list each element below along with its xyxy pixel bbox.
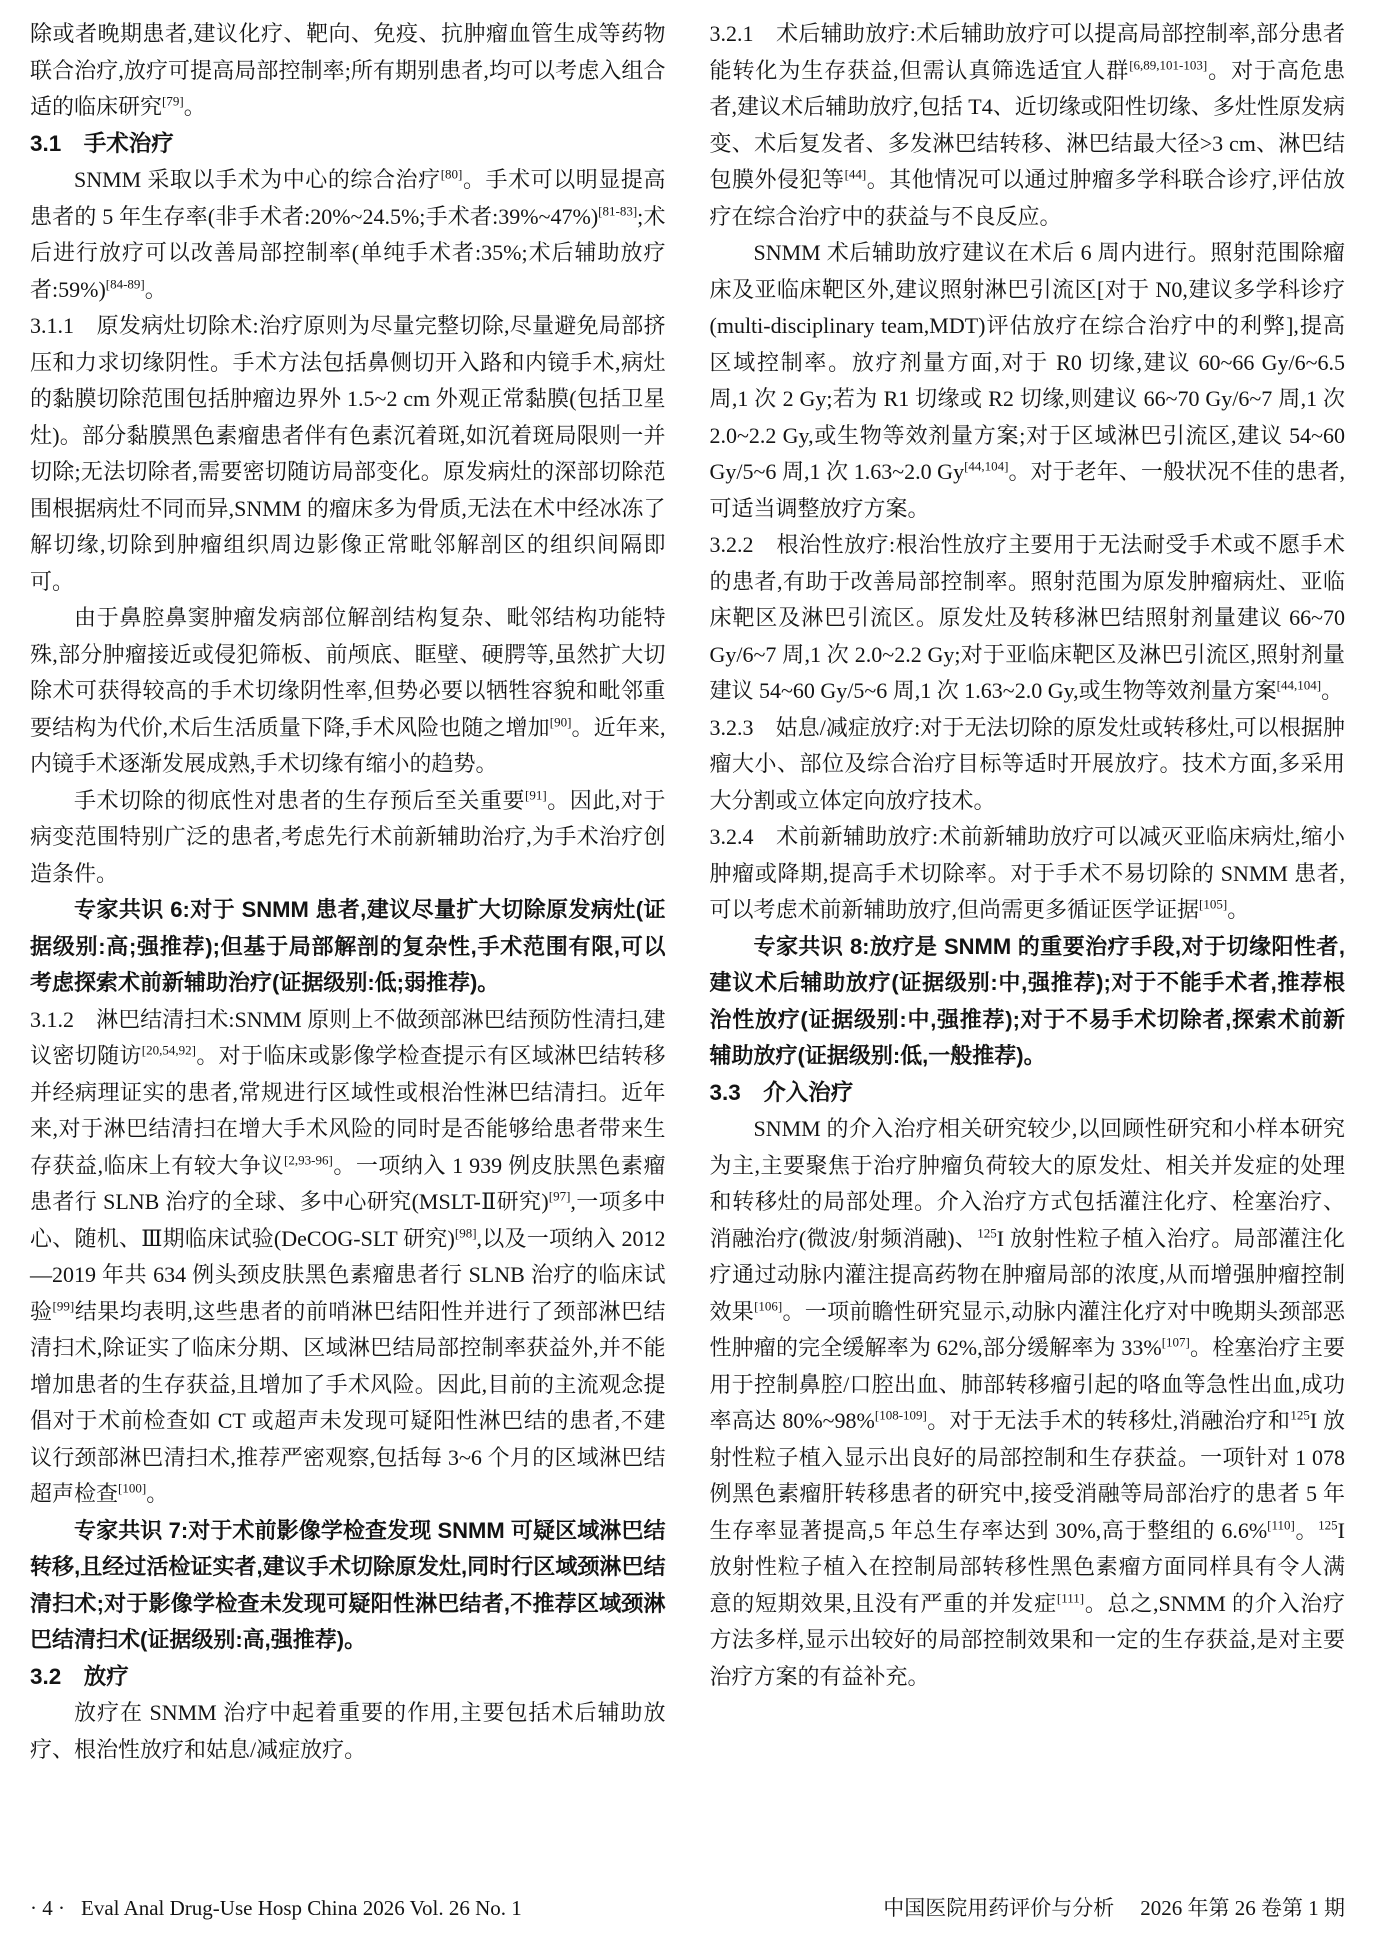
section-heading: 3.2 放疗 [30,1663,129,1689]
body-paragraph: 3.1.1 原发病灶切除术:治疗原则为尽量完整切除,尽量避免局部挤压和力求切缘阴性。手术方法包括鼻侧切开入路和内镜手术,病灶的黏膜切除范围包括肿瘤边界外 1.5~2 cm 外观正常黏膜(包括卫星灶)。部分黏膜黑色素瘤患者伴有色素沉着斑,如沉着斑局限则一并切除;无法切除者,需要密切随访局部变化。原发病灶的深部切除范围根据病灶不同而异,SNMM 的瘤床多为骨质,无法在术中经冰冻了解切缘,切除到肿瘤组织周边影像正常毗邻解剖区的组织间隔即可。 [30,313,666,594]
reference-superscript: [44] [844,166,867,182]
expert-consensus-paragraph: 专家共识 8:放疗是 SNMM 的重要治疗手段,对于切缘阳性者,建议术后辅助放疗(证据级别:中,强推荐);对于不能手术者,推荐根治性放疗(证据级别:中,强推荐);对于不易手术切除者,探索术前新辅助放疗(证据级别:低,一般推荐)。 [709,933,1345,1068]
reference-superscript: [20,54,92] [141,1042,196,1058]
reference-superscript: [84-89] [105,276,145,292]
reference-superscript: [108-109] [874,1407,927,1423]
footer-right [883,1892,1345,1922]
reference-superscript: [79] [162,93,184,109]
body-paragraph: 放疗在 SNMM 治疗中起着重要的作用,主要包括术后辅助放疗、根治性放疗和姑息/减症放疗。 [30,1700,666,1762]
footer-left [30,1896,522,1921]
section-heading: 3.3 介入治疗 [709,1079,854,1105]
two-column-text-area [30,16,1345,1768]
reference-superscript: [2,93-96] [284,1152,333,1168]
reference-superscript: [110] [1267,1517,1295,1533]
reference-superscript: [111] [1056,1590,1085,1606]
body-paragraph: SNMM 术后辅助放疗建议在术后 6 周内进行。照射范围除瘤床及亚临床靶区外,建议照射淋巴引流区[对于 N0,建议多学科诊疗(multi-disciplinary team,MDT)评估放疗在综合治疗中的利弊],提高区域控制率。放疗剂量方面,对于 R0 切缘,建议 60~66 Gy/6~6.5 周,1 次 2 Gy;若为 R1 切缘或 R2 切缘,则建议 66~70 Gy/6~7 周,1 次 2.0~2.2 Gy,或生物等效剂量方案;对于区域淋巴引流区,建议 54~60 Gy/5~6 周,1 次 1.63~2.0 Gy[44,104]。对于老年、一般状况不佳的患者,可适当调整放疗方案。 [709,240,1345,521]
body-paragraph: 3.2.1 术后辅助放疗:术后辅助放疗可以提高局部控制率,部分患者能转化为生存获益,但需认真筛选适宜人群[6,89,101-103]。对于高危患者,建议术后辅助放疗,包括 T4、近切缘或阳性切缘、多灶性原发病变、术后复发者、多发淋巴结转移、淋巴结最大径>3 cm、淋巴结包膜外侵犯等[44]。其他情况可以通过肿瘤多学科联合诊疗,评估放疗在综合治疗中的获益与不良反应。 [709,21,1345,229]
journal-name-cn: 中国医院用药评价与分析 [883,1896,1115,1920]
reference-superscript: [99] [52,1298,75,1314]
page-number: · 4 · [30,1896,65,1920]
journal-name-en: Eval Anal Drug-Use Hosp China 2026 Vol. 26 No. 1 [81,1896,522,1920]
reference-superscript: 125 [977,1225,997,1241]
reference-superscript: [105] [1199,896,1228,912]
reference-superscript: [6,89,101-103] [1129,57,1208,73]
reference-superscript: [44,104] [964,458,1009,474]
reference-superscript: [107] [1161,1334,1190,1350]
right-column [710,16,1346,1768]
body-paragraph: SNMM 采取以手术为中心的综合治疗[80]。手术可以明显提高患者的 5 年生存率(非手术者:20%~24.5%;手术者:39%~47%)[81-83];术后进行放疗可以改善局部控制率(单纯手术者:35%;术后辅助放疗者:59%)[84-89]。 [30,166,666,302]
reference-superscript: [100] [118,1480,147,1496]
body-paragraph: 手术切除的彻底性对患者的生存预后至关重要[91]。因此,对于病变范围特别广泛的患者,考虑先行术前新辅助治疗,为手术治疗创造条件。 [30,787,666,886]
reference-superscript: [97] [548,1188,571,1204]
section-heading: 3.1 手术治疗 [30,130,174,156]
body-paragraph: 由于鼻腔鼻窦肿瘤发病部位解剖结构复杂、毗邻结构功能特殊,部分肿瘤接近或侵犯筛板、前颅底、眶壁、硬腭等,虽然扩大切除术可获得较高的手术切缘阴性率,但势必要以牺牲容貌和毗邻重要结构为代价,术后生活质量下降,手术风险也随之增加[90]。近年来,内镜手术逐渐发展成熟,手术切缘有缩小的趋势。 [30,605,666,776]
reference-superscript: [80] [440,166,463,182]
reference-superscript: [81-83] [598,203,638,219]
reference-superscript: [91] [525,787,547,803]
page-footer [30,1892,1345,1922]
reference-superscript: [90] [549,714,572,730]
reference-superscript: 125 [1318,1517,1338,1533]
expert-consensus-paragraph: 专家共识 7:对于术前影像学检查发现 SNMM 可疑区域淋巴结转移,且经过活检证实者,建议手术切除原发灶,同时行区域颈淋巴结清扫术;对于影像学检查未发现可疑阳性淋巴结者,不推荐区域颈淋巴结清扫术(证据级别:高,强推荐)。 [30,1517,666,1652]
reference-superscript: 125 [1290,1407,1310,1423]
body-paragraph: 除或者晚期患者,建议化疗、靶向、免疫、抗肿瘤血管生成等药物联合治疗,放疗可提高局部控制率;所有期别患者,均可以考虑入组合适的临床研究[79]。 [30,21,666,119]
body-paragraph: 3.2.4 术前新辅助放疗:术前新辅助放疗可以减灭亚临床病灶,缩小肿瘤或降期,提高手术切除率。对于手术不易切除的 SNMM 患者,可以考虑术前新辅助放疗,但尚需更多循证医学证据[105]。 [709,824,1345,922]
reference-superscript: [44,104] [1276,677,1322,693]
body-paragraph: 3.1.2 淋巴结清扫术:SNMM 原则上不做颈部淋巴结预防性清扫,建议密切随访[20,54,92]。对于临床或影像学检查提示有区域淋巴结转移并经病理证实的患者,常规进行区域性或根治性淋巴结清扫。近年来,对于淋巴结清扫在增大手术风险的同时是否能够给患者带来生存获益,临床上有较大争议[2,93-96]。一项纳入 1 939 例皮肤黑色素瘤患者行 SLNB 治疗的全球、多中心研究(MSLT-Ⅱ研究)[97],一项多中心、随机、Ⅲ期临床试验(DeCOG-SLT 研究)[98],以及一项纳入 2012—2019 年共 634 例头颈皮肤黑色素瘤患者行 SLNB 治疗的临床试验[99]结果均表明,这些患者的前哨淋巴结阳性并进行了颈部淋巴结清扫术,除证实了临床分期、区域淋巴结局部控制率获益外,并不能增加患者的生存获益,且增加了手术风险。因此,目前的主流观念提倡对于术前检查如 CT 或超声未发现可疑阳性淋巴结的患者,不建议行颈部淋巴清扫术,推荐严密观察,包括每 3~6 个月的区域淋巴结超声检查[100]。 [30,1006,666,1506]
body-paragraph: 3.2.2 根治性放疗:根治性放疗主要用于无法耐受手术或不愿手术的患者,有助于改善局部控制率。照射范围为原发肿瘤病灶、亚临床靶区及淋巴引流区。原发灶及转移淋巴结照射剂量建议 66~70 Gy/6~7 周,1 次 2.0~2.2 Gy;对于亚临床靶区及淋巴引流区,照射剂量建议 54~60 Gy/5~6 周,1 次 1.63~2.0 Gy,或生物等效剂量方案[44,104]。 [709,532,1345,703]
reference-superscript: [98] [454,1225,477,1241]
issue-info: 2026 年第 26 卷第 1 期 [1140,1896,1345,1920]
body-paragraph: SNMM 的介入治疗相关研究较少,以回顾性研究和小样本研究为主,主要聚焦于治疗肿瘤负荷较大的原发灶、相关并发症的处理和转移灶的局部处理。介入治疗方式包括灌注化疗、栓塞治疗、消融治疗(微波/射频消融)、$^{125}$I 放射性粒子植入治疗。局部灌注化疗通过动脉内灌注提高药物在肿瘤局部的浓度,从而增强肿瘤控制效果[106]。一项前瞻性研究显示,动脉内灌注化疗对中晚期头颈部恶性肿瘤的完全缓解率为 62%,部分缓解率为 33%[107]。栓塞治疗主要用于控制鼻腔/口腔出血、肺部转移瘤引起的咯血等急性出血,成功率高达 80%~98%[108-109]。对于无法手术的转移灶,消融治疗和$^{125}$I 放射性粒子植入显示出良好的局部控制和生存获益。一项针对 1 078 例黑色素瘤肝转移患者的研究中,接受消融等局部治疗的患者 5 年生存率显著提高,5 年总生存率达到 30%,高于整组的 6.6%[110]。$^{125}$I 放射性粒子植入在控制局部转移性黑色素瘤方面同样具有令人满意的短期效果,且没有严重的并发症[111]。总之,SNMM 的介入治疗方法多样,显示出较好的局部控制效果和一定的生存获益,是对主要治疗方案的有益补充。 [709,1116,1346,1689]
expert-consensus-paragraph: 专家共识 6:对于 SNMM 患者,建议尽量扩大切除原发病灶(证据级别:高;强推荐);但基于局部解剖的复杂性,手术范围有限,可以考虑探索术前新辅助治疗(证据级别:低;弱推荐)。 [30,897,666,995]
reference-superscript: [106] [754,1298,783,1314]
body-paragraph: 3.2.3 姑息/减症放疗:对于无法切除的原发灶或转移灶,可以根据肿瘤大小、部位及综合治疗目标等适时开展放疗。技术方面,多采用大分割或立体定向放疗技术。 [709,714,1345,813]
left-column [30,16,666,1768]
